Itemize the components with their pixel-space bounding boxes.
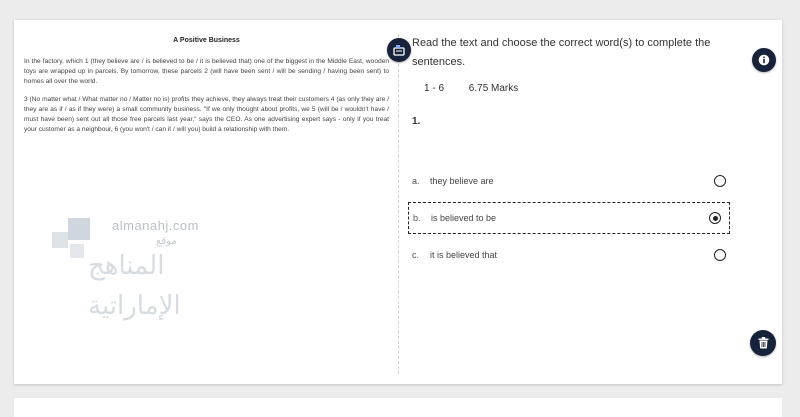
passage-paragraph-2: 3 (No matter what / What matter no / Matter no is) profits they achieve, they always treat their customers 4 (as only they are / they are as if / as if they were) a small community business. "If we only thought about profits, we 5 (will be / wouldn't have / must have been) sent out all those free parcels last year," says the CEO. As one advertising expert says - only if you treat your customer as a neighbour, 6 (you won't / can it / will you) build a relationship with them. <box>24 95 389 134</box>
radio-button[interactable] <box>714 249 726 261</box>
option-b[interactable] <box>408 202 730 234</box>
option-letter: c. <box>412 250 420 260</box>
question-marks: 6.75 Marks <box>468 83 519 95</box>
quiz-card <box>14 20 782 384</box>
watermark-arabic-small: موقع <box>156 236 177 247</box>
radio-dot <box>713 216 718 221</box>
panel-divider <box>398 34 399 374</box>
answer-options <box>412 168 732 279</box>
passage-body <box>24 57 389 136</box>
reading-passage-panel <box>24 32 389 372</box>
question-meta <box>412 83 742 94</box>
watermark-logo-square <box>70 244 84 258</box>
watermark-logo-square <box>52 232 68 248</box>
option-c[interactable] <box>412 242 732 268</box>
option-text: is believed to be <box>431 213 497 223</box>
next-card-edge <box>14 398 782 417</box>
option-letter: b. <box>413 213 421 223</box>
passage-panel-icon <box>393 44 405 56</box>
watermark-arabic-big: المناهج الإماراتية <box>88 251 181 322</box>
question-panel <box>412 34 742 260</box>
info-button[interactable] <box>752 48 776 72</box>
question-number: 1. <box>412 116 421 128</box>
question-range: 1 - 6 <box>424 83 445 95</box>
trash-icon <box>758 337 769 349</box>
site-watermark <box>52 218 242 322</box>
passage-title: A Positive Business <box>173 37 240 44</box>
question-instruction: Read the text and choose the correct word(s) to complete the sentences. <box>412 37 711 68</box>
option-text: it is believed that <box>430 250 498 260</box>
info-icon <box>758 54 770 66</box>
passage-paragraph-1: In the factory, which 1 (they believe are / is believed to be / it is believed that) one of the biggest in the Middle East, wooden toys are wrapped up in parcels. By tomorrow, these parcels 2 (will have been sent / will be sending / having been sent) to homes all over the world. <box>24 57 389 86</box>
toggle-passage-button[interactable] <box>387 38 411 62</box>
watermark-latin-text: almanahj.com <box>112 218 199 233</box>
option-text: they believe are <box>430 176 494 186</box>
watermark-logo-square <box>68 218 90 240</box>
delete-button[interactable] <box>750 330 776 356</box>
radio-button-selected[interactable] <box>709 212 721 224</box>
option-a[interactable] <box>412 168 732 194</box>
option-letter: a. <box>412 176 420 186</box>
radio-button[interactable] <box>714 175 726 187</box>
